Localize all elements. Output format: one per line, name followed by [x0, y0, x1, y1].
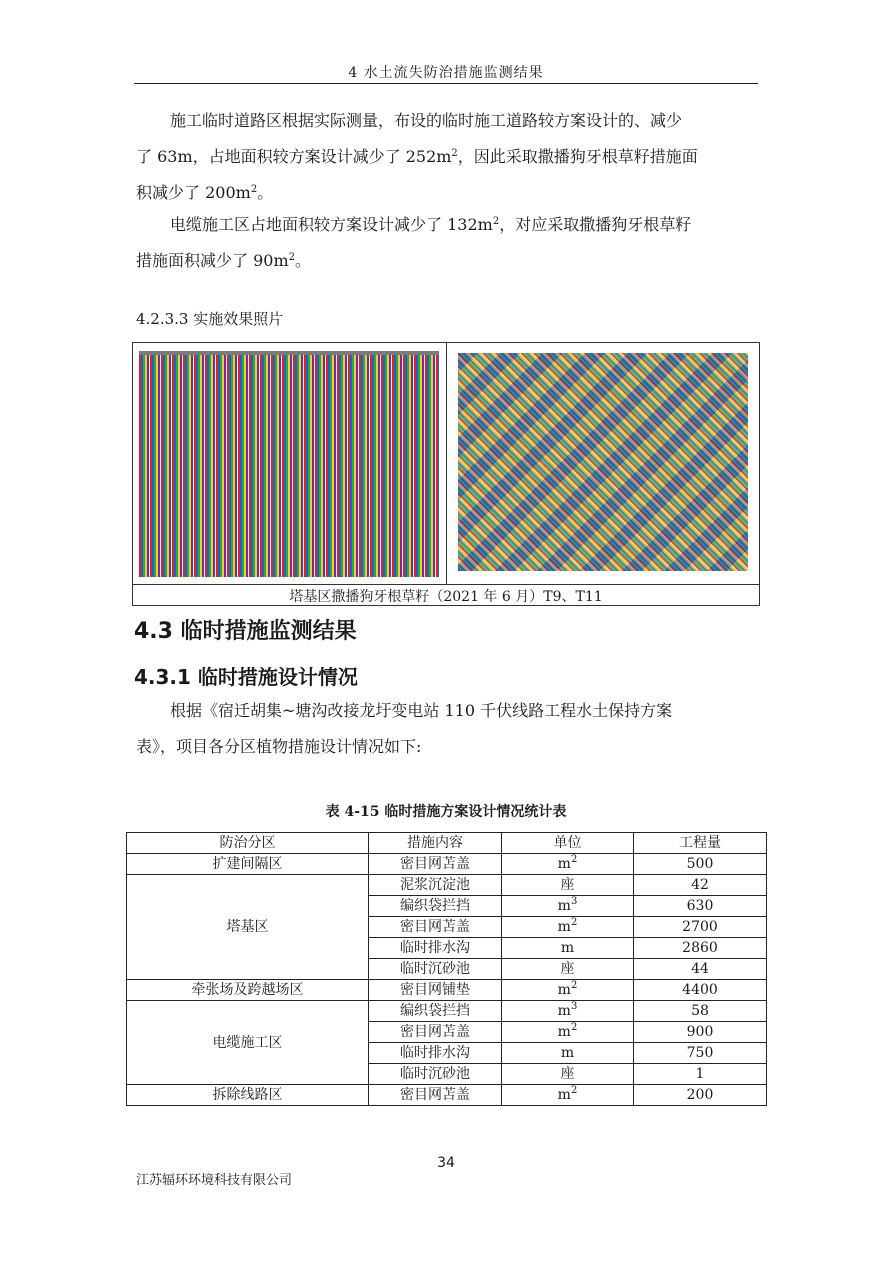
photo-caption: 塔基区撒播狗牙根草籽（2021 年 6 月）T9、T11 [289, 589, 603, 605]
superscript: 2 [492, 216, 500, 227]
unit-cell: $m^2$ [502, 1022, 634, 1043]
zone-cell: 牵张场及跨越场区 [127, 980, 369, 1001]
quantity-cell: 900 [634, 1022, 767, 1043]
measure-cell: 泥浆沉淀池 [369, 875, 502, 896]
subsection-heading-photos: 4.2.3.3 实施效果照片 [136, 310, 284, 328]
quantity-cell: 630 [634, 896, 767, 917]
text-run: 电缆施工区占地面积较方案设计减少了 132m [170, 215, 493, 234]
measures-table [126, 832, 767, 1106]
paragraph-line [136, 243, 758, 279]
table-row [127, 875, 767, 896]
measure-cell: 临时排水沟 [369, 1043, 502, 1064]
unit-cell: $m^3$ [502, 1001, 634, 1022]
text-run: ，对应采取撒播狗牙根草籽 [499, 215, 692, 234]
page-number: 34 [437, 1155, 455, 1171]
header-zone: 防治分区 [127, 833, 369, 854]
header-unit: 单位 [502, 833, 634, 854]
quantity-cell: 58 [634, 1001, 767, 1022]
text-run: 。 [295, 251, 312, 270]
superscript: 2 [451, 148, 458, 159]
site-photo-left [139, 351, 439, 577]
header-quantity: 工程量 [634, 833, 767, 854]
paragraph-road-area [136, 103, 758, 211]
measure-cell: 编织袋拦挡 [369, 896, 502, 917]
header-measure: 措施内容 [369, 833, 502, 854]
measure-cell: 密目网苫盖 [369, 917, 502, 938]
section-heading-4-3: 4.3 临时措施监测结果 [134, 619, 357, 644]
running-header: 4 水土流失防治措施监测结果 [348, 65, 544, 81]
quantity-cell: 500 [634, 854, 767, 875]
table-row [127, 1001, 767, 1022]
unit-cell: 座 [502, 1064, 634, 1085]
text-run: ，因此采取撒播狗牙根草籽措施面 [457, 147, 698, 166]
table-row [127, 854, 767, 875]
table-row [127, 980, 767, 1001]
unit-cell: m [502, 1043, 634, 1064]
quantity-cell: 750 [634, 1043, 767, 1064]
superscript: 2 [288, 252, 295, 263]
measure-cell: 临时排水沟 [369, 938, 502, 959]
text-run: 了 63m，占地面积较方案设计减少了 252m [136, 147, 452, 166]
footer-company: 江苏辐环环境科技有限公司 [136, 1173, 293, 1188]
unit-cell: 座 [502, 875, 634, 896]
zone-cell: 塔基区 [127, 875, 369, 980]
paragraph-line: 根据《宿迁胡集~塘沟改接龙圩变电站 110 千伏线路工程水土保持方案 [170, 701, 673, 720]
paragraph-line: 施工临时道路区根据实际测量，布设的临时施工道路较方案设计的、减少 [170, 111, 683, 130]
unit-cell: $m^2$ [502, 1085, 634, 1106]
site-photo-right [458, 353, 748, 571]
section-heading-4-3-1: 4.3.1 临时措施设计情况 [134, 665, 358, 689]
unit-cell: $m^2$ [502, 980, 634, 1001]
caption-rule [132, 584, 760, 585]
zone-cell: 拆除线路区 [127, 1085, 369, 1106]
text-run: 措施面积减少了 90m [136, 251, 289, 270]
unit-cell: $m^2$ [502, 854, 634, 875]
measure-cell: 密目网苫盖 [369, 854, 502, 875]
unit-cell: $m^2$ [502, 917, 634, 938]
text-run: 。 [257, 183, 274, 202]
quantity-cell: 200 [634, 1085, 767, 1106]
zone-cell: 电缆施工区 [127, 1001, 369, 1085]
paragraph-line [136, 207, 758, 243]
quantity-cell: 44 [634, 959, 767, 980]
paragraph-cable-area [136, 207, 758, 279]
table-header-row [127, 833, 767, 854]
measure-cell: 密目网铺垫 [369, 980, 502, 1001]
quantity-cell: 2860 [634, 938, 767, 959]
measure-cell: 编织袋拦挡 [369, 1001, 502, 1022]
superscript: 2 [250, 184, 258, 195]
quantity-cell: 1 [634, 1064, 767, 1085]
table-title: 表 4-15 临时措施方案设计情况统计表 [325, 804, 567, 820]
zone-cell: 扩建间隔区 [127, 854, 369, 875]
table-row [127, 1085, 767, 1106]
paragraph-line [136, 175, 758, 211]
quantity-cell: 4400 [634, 980, 767, 1001]
paragraph-line [136, 139, 758, 175]
unit-cell: 座 [502, 959, 634, 980]
measure-cell: 临时沉砂池 [369, 959, 502, 980]
measure-cell: 密目网苫盖 [369, 1085, 502, 1106]
paragraph-line: 表》，项目各分区植物措施设计情况如下: [136, 737, 422, 756]
paragraph-design-basis [136, 693, 758, 765]
measure-cell: 临时沉砂池 [369, 1064, 502, 1085]
quantity-cell: 2700 [634, 917, 767, 938]
photo-divider [446, 342, 447, 584]
text-run: 积减少了 200m [136, 183, 251, 202]
header-rule [134, 83, 758, 84]
measure-cell: 密目网苫盖 [369, 1022, 502, 1043]
unit-cell: $m^3$ [502, 896, 634, 917]
unit-cell: m [502, 938, 634, 959]
quantity-cell: 42 [634, 875, 767, 896]
